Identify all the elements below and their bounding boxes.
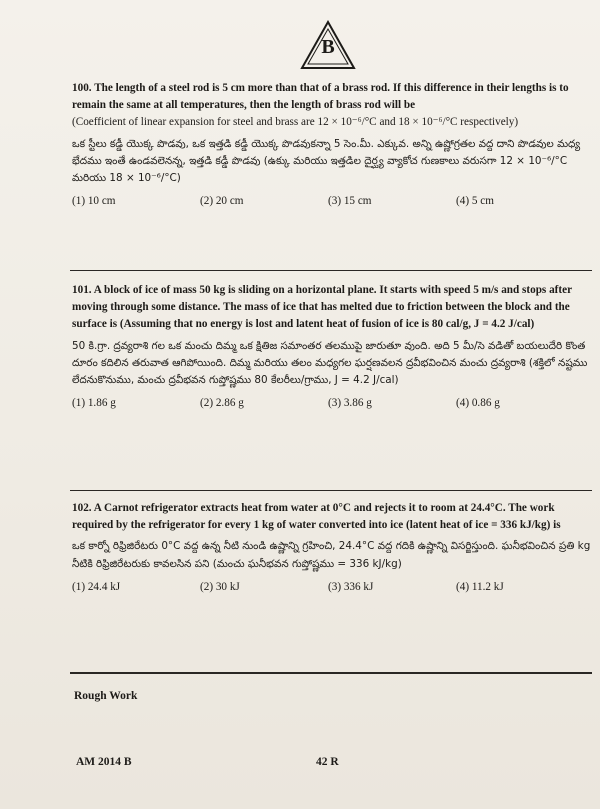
options (72, 193, 592, 210)
divider (70, 672, 592, 674)
divider (70, 490, 592, 491)
option-2[interactable]: (2) 20 cm (200, 195, 244, 208)
option-3[interactable]: (3) 15 cm (328, 195, 372, 208)
question-telugu: 50 కి.గ్రా. ద్రవ్యరాశి గల ఒక మంచు దిమ్మ ఒక క్షితిజ సమాంతర తలముపై జారుతూ వుంది. అది 5 మీ/సె వడితో బయలుదేరి కొంత దూరం కదిలిన తరువాత ఆగిపోయింది. దిమ్మ మరియు తలం మధ్యగల ఘర్షణవలన ద్రవీభవించిన మంచు ద్రవ్యరాశి (శక్తిలో నష్టము లేదనుకొనుము, మంచు ద్రవీభవన గుప్తోష్ణము 80 కేలరీలు/గ్రాము, J = 4.2 J/cal) (72, 339, 588, 387)
question-stem (72, 80, 592, 114)
question-number: 101. (72, 284, 92, 296)
question-101 (72, 282, 592, 412)
option-4[interactable]: (4) 11.2 kJ (456, 580, 504, 593)
option-1[interactable]: (1) 24.4 kJ (72, 580, 121, 593)
question-stem (72, 282, 592, 334)
option-3[interactable]: (3) 336 kJ (328, 580, 374, 593)
question-number: 102. (72, 502, 92, 514)
option-1[interactable]: (1) 10 cm (72, 195, 116, 208)
question-100 (72, 80, 592, 210)
question-note: (Coefficient of linear expansion for steel and brass are 12 × 10⁻⁶/°C and 18 × 10⁻⁶/°C respectively) (72, 116, 519, 129)
question-telugu: ఒక కార్నో రిఫ్రిజిరేటరు 0°C వద్ద ఉన్న నీటి నుండి ఉష్ణాన్ని గ్రహించి, 24.4°C వద్ద గదికి ఉష్ణాన్ని విసర్జిస్తుంది. ఘనీభవించిన ప్రతి kg నీటికి రిఫ్రిజిరేటరుకు కావలసిన పని (మంచు ఘనీభవన గుప్తోష్ణము = 336 kJ/kg) (72, 540, 591, 570)
question-text: A Carnot refrigerator extracts heat from water at 0°C and rejects it to room at 24.4°C. The work required by the refrigerator for every 1 kg of water converted into ice (latent heat of ice = 336 kJ/kg) is (72, 502, 561, 532)
option-1[interactable]: (1) 1.86 g (72, 397, 116, 410)
option-2[interactable]: (2) 30 kJ (200, 580, 240, 593)
option-4[interactable]: (4) 5 cm (456, 195, 494, 208)
set-letter: B (321, 36, 335, 58)
set-badge (300, 20, 356, 70)
question-102 (72, 500, 592, 596)
options (72, 579, 592, 596)
rough-work-label: Rough Work (74, 690, 138, 702)
options (72, 395, 592, 412)
question-stem (72, 500, 592, 534)
divider (70, 270, 592, 271)
option-2[interactable]: (2) 2.86 g (200, 397, 244, 410)
option-4[interactable]: (4) 0.86 g (456, 397, 500, 410)
page-number: 42 R (316, 756, 339, 768)
question-text: A block of ice of mass 50 kg is sliding on a horizontal plane. It starts with speed 5 m/s and stops after moving through some distance. The mass of ice that has melted due to friction between the block and the surface is (Assuming that no energy is lost and latent heat of fusion of ice is 80 cal/g, J = 4.2 J/cal) (72, 284, 572, 331)
question-telugu: ఒక స్టీలు కడ్డీ యొక్క పొడవు, ఒక ఇత్తడి కడ్డీ యొక్క పొడవుకన్నా 5 సెం.మీ. ఎక్కువ. అన్ని ఉష్ణోగ్రతల వద్ద దాని పొడవుల మధ్య భేదము ఇంతే ఉండవలెనన్న, ఇత్తడి కడ్డీ పొడవు (ఉక్కు మరియు ఇత్తడిల దైర్ఘ్య వ్యాకోచ గుణకాలు వరుసగా 12 × 10⁻⁶/°C మరియు 18 × 10⁻⁶/°C) (72, 137, 581, 185)
option-3[interactable]: (3) 3.86 g (328, 397, 372, 410)
question-number: 100. (72, 82, 92, 94)
exam-code: AM 2014 B (76, 756, 132, 768)
question-text: The length of a steel rod is 5 cm more than that of a brass rod. If this difference in their lengths is to remain the same at all temperatures, then the length of brass rod will be (72, 82, 569, 112)
